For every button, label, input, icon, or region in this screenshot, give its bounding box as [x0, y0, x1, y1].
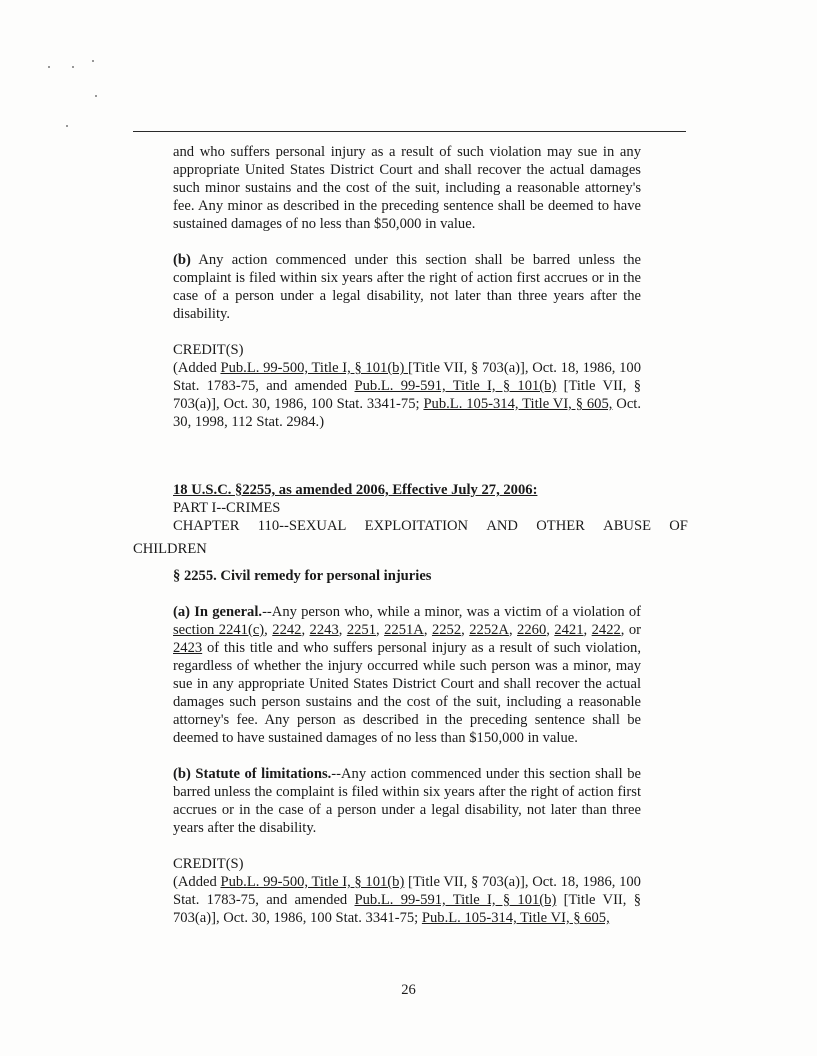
link-2243[interactable]: 2243 [309, 622, 339, 638]
sub-a-text-2: of this title and who suffers personal injury as a result of such violation, regardless of whether the injury occurred while such person was a minor, may sue in any appropriate United States District Court and shall recover the actual damages such person sustains and the cost of the suit, including a reasonable attorney's fee. Any person as described in the preceding sentence shall be deemed to have sustained damages of no less than $150,000 in value. [173, 640, 641, 746]
chapter-word: AND [486, 518, 518, 534]
credit-title-1: CREDIT(S) [173, 342, 244, 358]
page-number: 26 [401, 982, 416, 998]
link-section-2241c[interactable]: section 2241(c) [173, 622, 265, 638]
link-2252[interactable]: 2252 [431, 622, 462, 638]
amended-heading: 18 U.S.C. §2255, as amended 2006, Effective July 27, 2006: [173, 482, 538, 498]
old-b-text: Any action commenced under this section shall be barred unless the complaint is filed within six years after the right of action first accrues or in the case of a person under a legal disability, not later than three years after the disability. [173, 252, 641, 322]
part-line: PART I--CRIMES [173, 500, 281, 516]
credit-body-1 [173, 359, 641, 431]
link-2252a[interactable]: 2252A [469, 622, 509, 638]
link-pub-l-99-500[interactable]: Pub.L. 99-500, Title I, § 101(b) [220, 360, 409, 376]
scan-speck [48, 66, 50, 68]
sub-b-label: (b) Statute of limitations. [173, 766, 332, 782]
link-pub-l-105-314[interactable]: Pub.L. 105-314, Title VI, § 605, [423, 396, 613, 412]
credit1-text-2: [Title VII, § 703(a)], Oct. 18, 1986, 100 Stat. 1783-75, and amended [173, 360, 642, 394]
separator: , [376, 622, 385, 638]
separator: , [461, 622, 470, 638]
sub-b-text: --Any action commenced under this section shall be barred unless the complaint is filed within six years after the right of action first accrues or in the case of a person under a legal disability, not later than three years after the disability. [173, 766, 641, 836]
link-2260[interactable]: 2260 [517, 622, 547, 638]
scan-speck [66, 125, 68, 127]
subsection-b [173, 765, 641, 837]
section-title: § 2255. Civil remedy for personal injuries [173, 568, 432, 584]
credit1-text-1: (Added [173, 360, 221, 376]
separator: , [338, 622, 347, 638]
credit-body-2 [173, 873, 641, 927]
children-line: CHILDREN [133, 541, 207, 557]
chapter-word: EXPLOITATION [364, 518, 469, 534]
link-2251[interactable]: 2251 [346, 622, 377, 638]
scan-speck [72, 66, 74, 68]
link-2421[interactable]: 2421 [554, 622, 584, 638]
lower-text-block [173, 567, 641, 927]
link-pub-l-99-591[interactable]: Pub.L. 99-591, Title I, § 101(b) [354, 378, 557, 394]
link-pub-l-99-591[interactable]: Pub.L. 99-591, Title I, § 101(b) [354, 892, 557, 908]
link-pub-l-99-500[interactable]: Pub.L. 99-500, Title I, § 101(b) [220, 874, 405, 890]
link-2422[interactable]: 2422 [591, 622, 621, 638]
amended-header-block [173, 481, 688, 535]
chapter-line [173, 517, 688, 535]
subsection-a [173, 603, 641, 747]
separator: , [423, 622, 432, 638]
scan-speck [95, 95, 97, 97]
link-pub-l-105-314[interactable]: Pub.L. 105-314, Title VI, § 605, [421, 910, 610, 926]
credit2-text-2: [Title VII, § 703(a)], Oct. 18, 1986, 100 Stat. 1783-75, and amended [173, 874, 641, 908]
sub-a-text-1: --Any person who, while a minor, was a victim of a violation of [262, 604, 641, 620]
continued-paragraph: and who suffers personal injury as a result of such violation may sue in any appropriate United States District Court and shall recover the actual damages such minor sustains and the cost of the suit, including a reasonable attorney's fee. Any minor as described in the preceding sentence shall be deemed to have sustained damages of no less than $50,000 in value. [173, 144, 641, 232]
credit1-text-3: [Title VII, § 703(a)], Oct. 30, 1986, 100 Stat. 3341-75; [173, 378, 642, 412]
credit-title-2: CREDIT(S) [173, 856, 244, 872]
scan-speck [92, 60, 94, 62]
top-rule [133, 131, 686, 132]
separator: , [508, 622, 518, 638]
link-2423[interactable]: 2423 [173, 640, 203, 656]
separator: , [301, 622, 310, 638]
separator: , [546, 622, 555, 638]
chapter-word: ABUSE [603, 518, 651, 534]
separator-or: , or [620, 622, 642, 638]
credit1-text-4: Oct. 30, 1998, 112 Stat. 2984.) [173, 396, 641, 430]
separator: , [583, 622, 592, 638]
sub-a-label: (a) In general. [173, 604, 263, 620]
credit2-text-3: [Title VII, § 703(a)], Oct. 30, 1986, 100 Stat. 3341-75; [173, 892, 642, 926]
link-2242[interactable]: 2242 [272, 622, 302, 638]
upper-text-block [173, 143, 641, 431]
link-2251a[interactable]: 2251A [384, 622, 424, 638]
chapter-word: CHAPTER [173, 518, 240, 534]
chapter-word: OTHER [536, 518, 585, 534]
separator: , [264, 622, 273, 638]
credit2-text-1: (Added [173, 874, 221, 890]
old-b-label: (b) [173, 252, 191, 268]
chapter-word: 110--SEXUAL [257, 518, 347, 534]
old-subsection-b [173, 251, 641, 323]
chapter-word: OF [669, 518, 688, 534]
